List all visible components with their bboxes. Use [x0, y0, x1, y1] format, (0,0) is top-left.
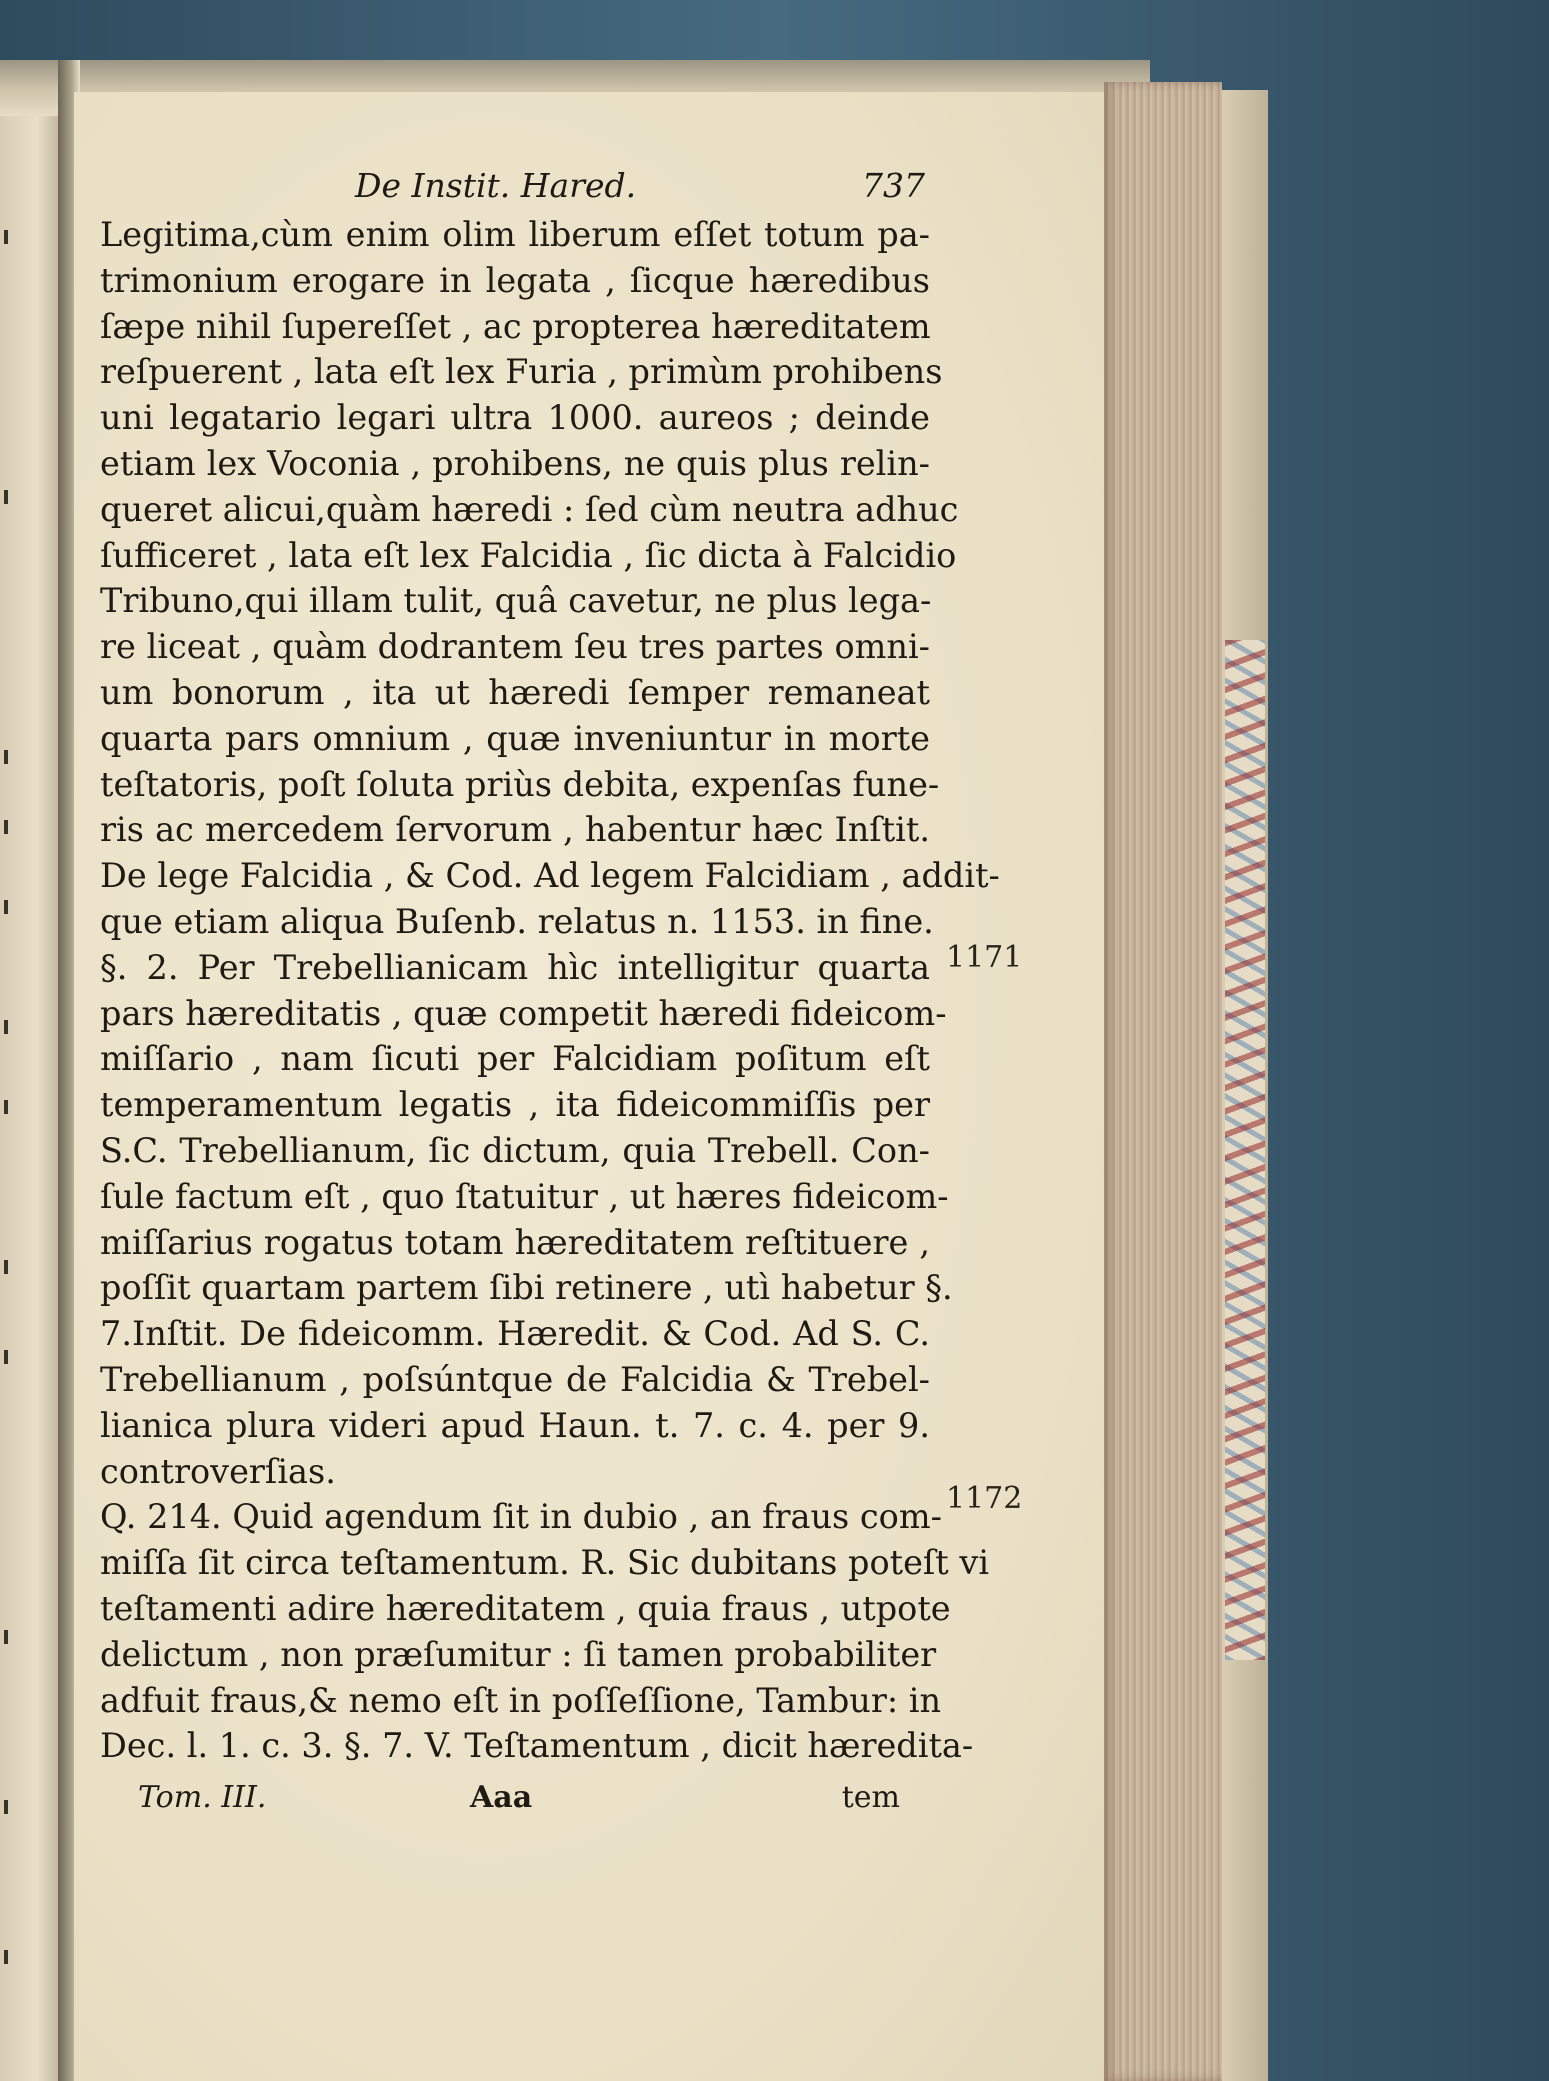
text-line: Q. 214. Quid agendum ſit in dubio , an fraus com-	[100, 1497, 942, 1537]
marginal-number: 1171	[946, 940, 1023, 975]
volume-label: Tom. III.	[138, 1780, 267, 1816]
text-line: poſſit quartam partem ſibi retinere , utì habetur §.	[100, 1268, 953, 1308]
signature-mark: Aaa	[470, 1780, 533, 1816]
text-line: miſſa ſit circa teſtamentum. R. Sic dubitans poteſt vi	[100, 1543, 990, 1583]
text-line: controverſias.	[100, 1451, 336, 1491]
text-line: ſufficeret , lata eſt lex Falcidia , ſic dicta à Falcidio	[100, 535, 957, 575]
text-line: §. 2. Per Trebellianicam hìc intelligitur quarta	[100, 947, 930, 987]
text-line: lianica plura videri apud Haun. t. 7. c. 4. per 9.	[100, 1405, 930, 1445]
text-line: teſtatoris, poſt ſoluta priùs debita, expenſas fune-	[100, 764, 940, 804]
catchword: tem	[841, 1780, 900, 1816]
text-line: etiam lex Voconia , prohibens, ne quis plus relin-	[100, 443, 930, 483]
text-line: re liceat , quàm dodrantem ſeu tres partes omni-	[100, 627, 930, 667]
text-line: De lege Falcidia , & Cod. Ad legem Falcidiam , addit-	[100, 856, 1000, 896]
text-line: delictum , non præſumitur : ſi tamen probabiliter	[100, 1634, 937, 1674]
running-title: De Instit. Hared.	[355, 166, 637, 205]
text-line: miſſarius rogatus totam hæreditatem reſtituere ,	[100, 1222, 930, 1262]
text-line: ſule factum eſt , quo ſtatuitur , ut hæres fideicom-	[100, 1176, 949, 1216]
running-head	[100, 160, 930, 212]
text-line: temperamentum legatis , ita fideicommiſſis per	[100, 1085, 930, 1125]
text-line: S.C. Trebellianum, ſic dictum, quia Trebell. Con-	[100, 1130, 930, 1170]
text-line: ſæpe nihil ſupereſſet , ac propterea hæreditatem	[100, 306, 931, 346]
text-line: ris ac mercedem ſervorum , habentur hæc Inſtit.	[100, 810, 930, 850]
text-line: pars hæreditatis , quæ competit hæredi fideicom-	[100, 993, 947, 1033]
text-line: um bonorum , ita ut hæredi ſemper remaneat	[100, 672, 930, 712]
text-line: que etiam aliqua Buſenb. relatus n. 1153. in fine.	[100, 901, 934, 941]
text-line: reſpuerent , lata eſt lex Furia , primùm prohibens	[100, 352, 943, 392]
text-line: quarta pars omnium , quæ inveniuntur in morte	[100, 718, 930, 758]
page-number: 737	[862, 166, 925, 205]
text-line: adfuit fraus,& nemo eſt in poſſeſſione, Tambur: in	[100, 1680, 942, 1720]
text-line: Legitima,cùm enim olim liberum eſſet totum pa-	[100, 215, 930, 254]
marginal-number: 1172	[946, 1481, 1023, 1516]
text-line: trimonium erogare in legata , ſicque hæredibus	[100, 260, 930, 300]
text-line: teſtamenti adire hæreditatem , quia fraus , utpote	[100, 1588, 951, 1628]
text-line: queret alicui,quàm hæredi : ſed cùm neutra adhuc	[100, 489, 959, 529]
text-line: Tribuno,qui illam tulit, quâ cavetur, ne plus lega-	[100, 581, 932, 621]
marbled-endpaper	[1225, 640, 1265, 1660]
text-line: uni legatario legari ultra 1000. aureos ; deinde	[100, 398, 930, 438]
facing-page-text-fragments	[0, 60, 20, 2081]
text-line: 7.Inſtit. De fideicomm. Hæredit. & Cod. Ad S. C.	[100, 1314, 930, 1354]
text-line: Trebellianum , poſsúntque de Falcidia & Trebel-	[100, 1359, 930, 1399]
text-line: Dec. l. 1. c. 3. §. 7. V. Teſtamentum , dicit hæredita-	[100, 1726, 974, 1766]
text-line: miſſario , nam ſicuti per Falcidiam poſitum eſt	[100, 1039, 930, 1079]
page-fore-edge	[1104, 82, 1222, 2081]
signature-line	[100, 1773, 930, 1823]
